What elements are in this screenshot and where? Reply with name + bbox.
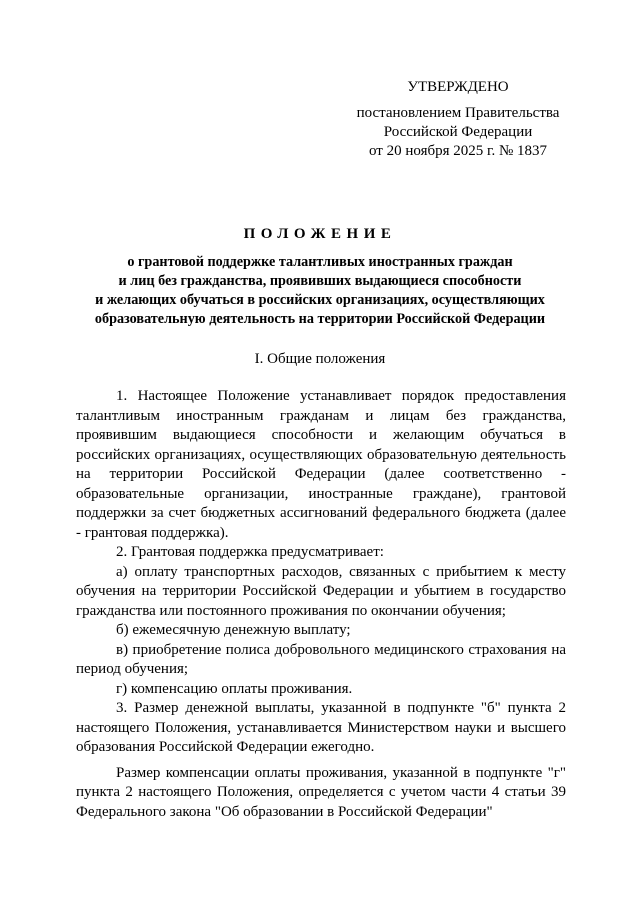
approval-line: от 20 ноября 2025 г. № 1837 bbox=[368, 143, 548, 159]
document-title: ПОЛОЖЕНИЕ bbox=[243, 226, 397, 242]
approval-line: Российской Федерации bbox=[383, 124, 533, 140]
subtitle-line: образовательную деятельность на территории Российской Федерации bbox=[94, 311, 546, 327]
approval-title: УТВЕРЖДЕНО bbox=[407, 79, 509, 95]
subtitle-line: и желающих обучаться в российских организациях, осуществляющих bbox=[95, 292, 545, 308]
paragraph-1: 1. Настоящее Положение устанавливает порядок предоставления талантливым иностранным гражданам и лицам без гражданства, проявившим выдающиеся способности и желающим обучаться в российских организациях, осуществляющих образовательную деятельность на территории Российской Федерации (далее соответственно - образовательные организации, иностранные граждане), грантовой поддержки за счет бюджетных ассигнований федерального бюджета (далее - грантовая поддержка). bbox=[76, 388, 566, 541]
approval-stamp bbox=[343, 78, 573, 161]
paragraph-2c: в) приобретение полиса добровольного медицинского страхования на период обучения; bbox=[76, 641, 566, 677]
paragraph-2: 2. Грантовая поддержка предусматривает: bbox=[116, 544, 384, 560]
paragraph-2a: а) оплату транспортных расходов, связанных с прибытием к месту обучения на территории Российской Федерации и убытием в государство гражданства или постоянного проживания по окончании обучения; bbox=[76, 563, 566, 619]
approval-line: постановлением Правительства bbox=[356, 105, 560, 121]
paragraph-2b: б) ежемесячную денежную выплату; bbox=[116, 622, 351, 638]
subtitle-line: и лиц без гражданства, проявивших выдающиеся способности bbox=[118, 273, 522, 289]
paragraph-3: 3. Размер денежной выплаты, указанной в подпункте "б" пункта 2 настоящего Положения, устанавливается Министерством науки и высшего образования Российской Федерации ежегодно. bbox=[76, 700, 566, 755]
paragraph-3-continued: Размер компенсации оплаты проживания, указанной в подпункте "г" пункта 2 настоящего Положения, определяется с учетом части 4 статьи 39 Федерального закона "Об образовании в Российской Федерации" bbox=[76, 764, 566, 820]
document-subtitle bbox=[60, 253, 580, 329]
document-body bbox=[76, 387, 566, 822]
paragraph-2d: г) компенсацию оплаты проживания. bbox=[116, 680, 353, 697]
subtitle-line: о грантовой поддержке талантливых иностранных граждан bbox=[127, 254, 513, 270]
section-heading: I. Общие положения bbox=[254, 351, 386, 367]
